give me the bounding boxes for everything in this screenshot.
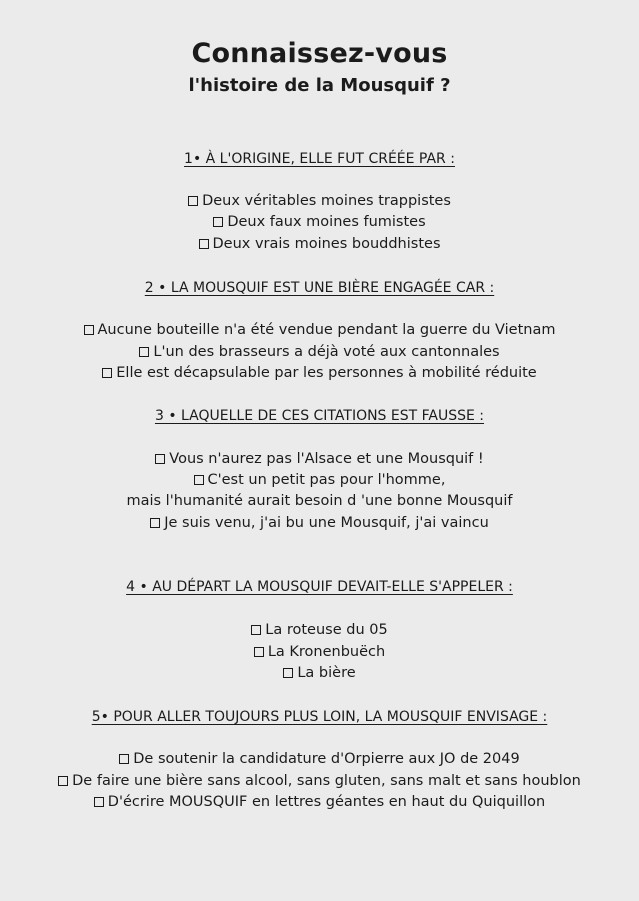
page-title: Connaissez-vous [191, 38, 448, 69]
question-4-option-1[interactable] [0, 621, 639, 639]
checkbox[interactable] [283, 668, 293, 678]
option-label: De soutenir la candidature d'Orpierre aux JO de 2049 [133, 751, 520, 767]
question-4-option-3[interactable] [0, 664, 639, 682]
checkbox[interactable] [94, 797, 104, 807]
checkbox[interactable] [194, 475, 204, 485]
checkbox[interactable] [251, 625, 261, 635]
option-label: De faire une bière sans alcool, sans gluten, sans malt et sans houblon [72, 773, 581, 789]
question-2-heading: 2 • LA MOUSQUIF EST UNE BIÈRE ENGAGÉE CAR : [144, 280, 495, 296]
page-subtitle: l'histoire de la Mousquif ? [188, 75, 451, 96]
question-1-option-2[interactable] [0, 213, 639, 231]
option-label: La Kronenbuëch [267, 644, 386, 660]
question-2-option-3[interactable] [0, 364, 639, 382]
question-3-option-1[interactable] [0, 450, 639, 468]
option-label: La roteuse du 05 [265, 622, 388, 638]
question-5-option-3[interactable] [0, 793, 639, 811]
checkbox[interactable] [102, 368, 112, 378]
checkbox[interactable] [188, 196, 198, 206]
option-label: Vous n'aurez pas l'Alsace et une Mousquif ! [169, 451, 484, 467]
checkbox[interactable] [254, 647, 264, 657]
question-5-option-2[interactable] [0, 772, 639, 790]
option-label: Deux vrais moines bouddhistes [212, 236, 441, 252]
question-1-option-1[interactable] [0, 192, 639, 210]
question-5-option-1[interactable] [0, 750, 639, 768]
question-1-option-3[interactable] [0, 235, 639, 253]
checkbox[interactable] [119, 754, 129, 764]
checkbox[interactable] [84, 325, 94, 335]
checkbox[interactable] [155, 454, 165, 464]
option-label: L'un des brasseurs a déjà voté aux cantonnales [153, 344, 500, 360]
question-3-option-2-continuation: mais l'humanité aurait besoin d 'une bonne Mousquif [126, 493, 513, 509]
checkbox[interactable] [150, 518, 160, 528]
question-4-heading: 4 • AU DÉPART LA MOUSQUIF DEVAIT-ELLE S'APPELER : [126, 579, 513, 595]
question-3-option-3[interactable] [0, 514, 639, 532]
question-3-heading: 3 • LAQUELLE DE CES CITATIONS EST FAUSSE : [154, 408, 485, 424]
question-4-option-2[interactable] [0, 643, 639, 661]
question-1-heading: 1• À L'ORIGINE, ELLE FUT CRÉÉE PAR : [184, 151, 455, 167]
checkbox[interactable] [199, 239, 209, 249]
option-label: Elle est décapsulable par les personnes à mobilité réduite [116, 365, 537, 381]
question-2-option-2[interactable] [0, 343, 639, 361]
question-5-heading: 5• POUR ALLER TOUJOURS PLUS LOIN, LA MOUSQUIF ENVISAGE : [91, 709, 548, 725]
option-label: D'écrire MOUSQUIF en lettres géantes en haut du Quiquillon [107, 794, 546, 810]
question-2-option-1[interactable] [0, 321, 639, 339]
option-label: Je suis venu, j'ai bu une Mousquif, j'ai vaincu [164, 515, 489, 531]
option-label: C'est un petit pas pour l'homme, [207, 472, 446, 488]
option-label: Deux véritables moines trappistes [202, 193, 451, 209]
option-label: La bière [297, 665, 356, 681]
checkbox[interactable] [139, 347, 149, 357]
checkbox[interactable] [58, 776, 68, 786]
option-label: Deux faux moines fumistes [227, 214, 426, 230]
checkbox[interactable] [213, 217, 223, 227]
question-3-option-2[interactable] [0, 471, 639, 489]
option-label: Aucune bouteille n'a été vendue pendant la guerre du Vietnam [97, 322, 556, 338]
